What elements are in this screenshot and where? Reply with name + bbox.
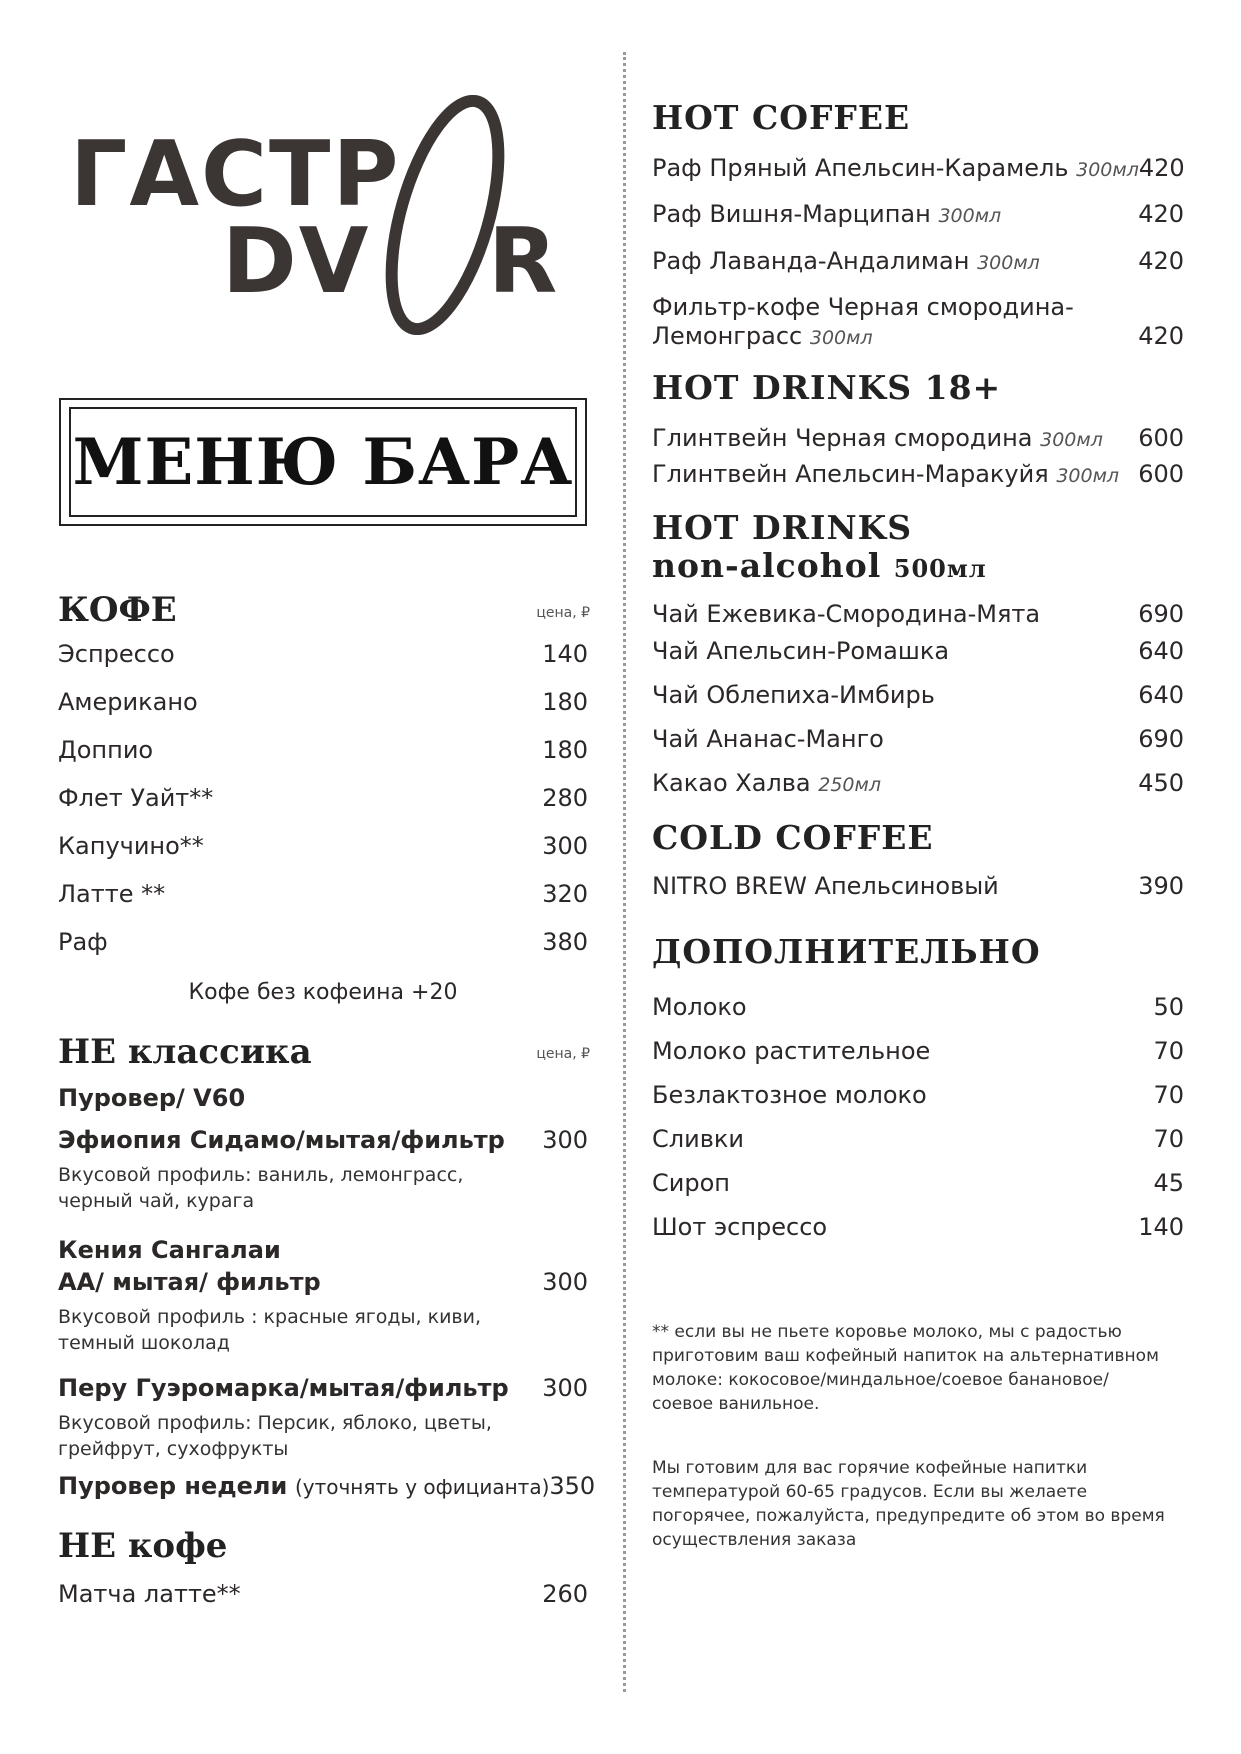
item-name: Эфиопия Сидамо/мытая/фильтр	[58, 1126, 505, 1154]
item-price: 300	[542, 1126, 588, 1154]
menu-item	[652, 1081, 1184, 1109]
item-price: 180	[542, 736, 588, 764]
item-name: Глинтвейн Апельсин-Маракуйя	[652, 460, 1049, 488]
item-price: 300	[542, 832, 588, 860]
item-volume: 300мл	[1056, 465, 1120, 487]
non-alcohol-volume: 500мл	[893, 554, 987, 583]
item-name: Эспрессо	[58, 640, 175, 668]
menu-item	[652, 1213, 1184, 1241]
logo-ring-o	[370, 95, 520, 335]
item-price: 320	[542, 880, 588, 908]
item-price: 45	[1153, 1169, 1184, 1197]
menu-item	[652, 681, 1184, 709]
menu-item	[58, 1580, 588, 1608]
item-price: 50	[1153, 993, 1184, 1021]
decaf-note: Кофе без кофеина +20	[188, 980, 458, 1005]
non-alcohol-subtitle	[652, 546, 987, 585]
item-name: Матча латте**	[58, 1580, 241, 1608]
item-name-line1: Кения Сангалаи	[58, 1236, 281, 1264]
item-name: Раф Лаванда-Андалиман	[652, 247, 970, 275]
item-price: 350	[549, 1472, 596, 1500]
hot-drinks-heading: HOT DRINKS	[652, 508, 913, 547]
item-name: Какао Халва	[652, 769, 811, 797]
item-name: Шот эспрессо	[652, 1213, 828, 1241]
item-price: 690	[1138, 725, 1184, 753]
item-price: 180	[542, 688, 588, 716]
item-price: 420	[1138, 154, 1185, 182]
item-volume: 300мл	[977, 252, 1040, 274]
menu-item	[58, 928, 588, 956]
item-name: Раф Вишня-Марципан	[652, 200, 931, 228]
menu-item	[58, 688, 588, 716]
column-divider	[623, 52, 626, 1692]
menu-item	[58, 736, 588, 764]
menu-item	[652, 424, 1184, 452]
menu-item	[652, 460, 1184, 488]
item-name: Чай Ананас-Манго	[652, 725, 884, 753]
item-price: 600	[1138, 424, 1184, 452]
not-coffee-heading: НЕ кофе	[58, 1526, 228, 1566]
logo-line-2-end: R	[488, 209, 560, 314]
item-name: Пуровер недели	[58, 1472, 288, 1500]
item-name: Безлактозное молоко	[652, 1081, 927, 1109]
coffee-heading: КОФЕ	[58, 590, 177, 630]
item-name: Молоко растительное	[652, 1037, 931, 1065]
menu-item	[58, 880, 588, 908]
item-volume: 300мл	[938, 205, 1002, 227]
item-name: Чай Ежевика-Смородина-Мята	[652, 600, 1041, 628]
menu-item	[58, 1472, 596, 1500]
item-name-line2: Лемонграсс	[652, 322, 803, 350]
item-description: Вкусовой профиль: Персик, яблоко, цветы, грейфрут, сухофрукты	[58, 1412, 492, 1460]
item-price: 390	[1138, 872, 1184, 900]
item-price: 420	[1138, 247, 1184, 275]
logo-line-1: ГАСТР	[70, 122, 401, 227]
item-name: Латте **	[58, 880, 166, 908]
menu-item	[652, 154, 1184, 182]
menu-item	[652, 322, 1184, 350]
coffee-price-header: цена, ₽	[536, 605, 590, 621]
menu-item	[58, 640, 588, 668]
item-volume: 300мл	[809, 327, 873, 349]
item-name: Капучино**	[58, 832, 204, 860]
menu-item	[58, 1374, 588, 1402]
item-name: Молоко	[652, 993, 747, 1021]
item-price: 600	[1138, 460, 1184, 488]
item-description: Вкусовой профиль : красные ягоды, киви, темный шоколад	[58, 1306, 482, 1354]
item-price: 140	[1138, 1213, 1184, 1241]
logo-line-2: DV	[222, 209, 371, 314]
item-volume: 250мл	[818, 774, 881, 796]
item-price: 70	[1153, 1125, 1184, 1153]
temperature-note: Мы готовим для вас горячие кофейные напитки температурой 60-65 градусов. Если вы желаете погорячее, пожалуйста, предупредите об этом во время осуществления заказа	[652, 1458, 1165, 1550]
item-name: Сироп	[652, 1169, 730, 1197]
item-description: Вкусовой профиль: ваниль, лемонграсс, черный чай, курага	[58, 1164, 464, 1212]
menu-item	[58, 784, 588, 812]
item-name: Глинтвейн Черная смородина	[652, 424, 1033, 452]
item-price: 70	[1153, 1081, 1184, 1109]
menu-item	[58, 832, 588, 860]
item-name-line2: АА/ мытая/ фильтр	[58, 1268, 321, 1296]
menu-item	[652, 600, 1184, 628]
item-volume: 300мл	[1040, 429, 1103, 451]
item-price: 690	[1138, 600, 1184, 628]
item-name: Раф Пряный Апельсин-Карамель	[652, 154, 1069, 182]
non-classic-heading: НЕ классика	[58, 1032, 312, 1072]
menu-title-box	[69, 407, 577, 517]
non-classic-price-header: цена, ₽	[536, 1046, 590, 1062]
cold-coffee-heading: COLD COFFEE	[652, 818, 934, 857]
item-name: Доппио	[58, 736, 154, 764]
item-note: (уточнять у официанта)	[294, 1475, 550, 1499]
item-price: 280	[542, 784, 588, 812]
extra-heading: ДОПОЛНИТЕЛЬНО	[652, 932, 1041, 971]
item-name: Сливки	[652, 1125, 744, 1153]
menu-item	[652, 637, 1184, 665]
milk-note: ** если вы не пьете коровье молоко, мы с радостью приготовим ваш кофейный напиток на альтернативном молоке: кокосовое/миндальное/соевое банановое/ соевое ванильное.	[652, 1322, 1159, 1414]
menu-item	[652, 200, 1184, 228]
item-price: 640	[1138, 681, 1184, 709]
item-price: 300	[542, 1268, 588, 1296]
menu-item	[652, 769, 1184, 797]
hot-drinks-18-heading: HOT DRINKS 18+	[652, 368, 1002, 407]
item-price: 450	[1138, 769, 1184, 797]
item-name: Американо	[58, 688, 198, 716]
pourover-subtitle: Пуровер/ V60	[58, 1084, 246, 1112]
non-alcohol-label: non-alcohol	[652, 546, 882, 585]
item-name: Раф	[58, 928, 108, 956]
menu-item	[652, 1125, 1184, 1153]
menu-item	[652, 725, 1184, 753]
menu-item	[58, 1268, 588, 1296]
item-price: 640	[1138, 637, 1184, 665]
item-price: 70	[1153, 1037, 1184, 1065]
menu-item	[652, 872, 1184, 900]
item-price: 140	[542, 640, 588, 668]
menu-title: МЕНЮ БАРА	[72, 424, 574, 500]
item-price: 380	[542, 928, 588, 956]
item-name: Чай Облепиха-Имбирь	[652, 681, 935, 709]
item-name: NITRO BREW Апельсиновый	[652, 872, 999, 900]
item-volume: 300мл	[1076, 159, 1139, 181]
item-name: Флет Уайт**	[58, 784, 214, 812]
menu-item	[652, 1169, 1184, 1197]
menu-item	[58, 1126, 588, 1154]
item-price: 260	[542, 1580, 588, 1608]
item-name: Перу Гуэромарка/мытая/фильтр	[58, 1374, 509, 1402]
menu-item	[652, 993, 1184, 1021]
item-name-line1: Фильтр-кофе Черная смородина-	[652, 293, 1074, 321]
hot-coffee-heading: HOT COFFEE	[652, 98, 911, 137]
item-price: 300	[542, 1374, 588, 1402]
item-price: 420	[1138, 322, 1184, 350]
item-name: Чай Апельсин-Ромашка	[652, 637, 950, 665]
menu-item	[652, 247, 1184, 275]
item-price: 420	[1138, 200, 1184, 228]
menu-item	[652, 1037, 1184, 1065]
